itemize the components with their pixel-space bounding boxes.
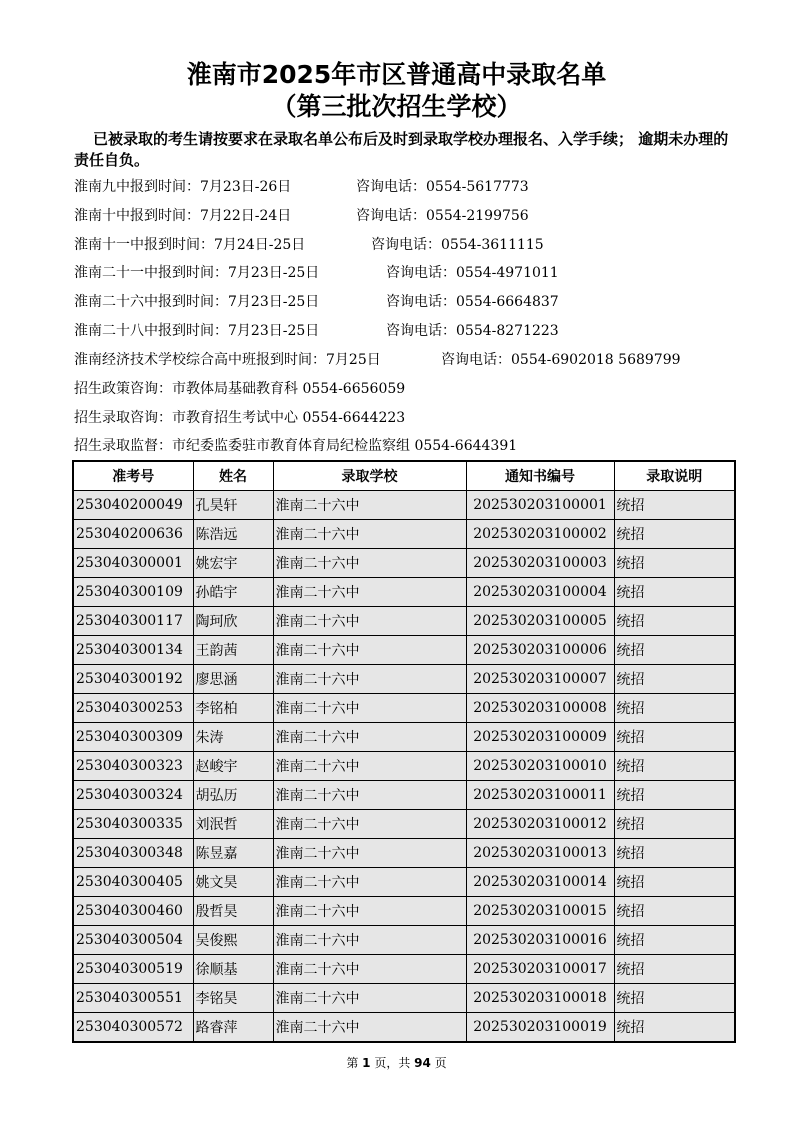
cell-student-name: 李铭柏: [193, 694, 273, 723]
cell-notice-number: 202530203100002: [466, 520, 614, 549]
cell-exam-number: 253040300001: [73, 549, 193, 578]
cell-exam-number: 253040300134: [73, 636, 193, 665]
cell-student-name: 胡弘历: [193, 781, 273, 810]
cell-admission-note: 统招: [614, 781, 735, 810]
footer-page-total: 94: [414, 1056, 431, 1070]
cell-admission-note: 统招: [614, 520, 735, 549]
cell-school: 淮南二十六中: [273, 636, 466, 665]
cell-student-name: 徐顺基: [193, 955, 273, 984]
cell-notice-number: 202530203100014: [466, 868, 614, 897]
cell-student-name: 陶珂欣: [193, 607, 273, 636]
supervision-contact: 招生录取监督：市纪委监委驻市教育体育局纪检监察组 0554-6644391: [74, 438, 518, 454]
table-row: [73, 665, 735, 694]
consult-phone: 咨询电话：0554-6902018 5689799: [441, 352, 681, 368]
cell-admission-note: 统招: [614, 665, 735, 694]
cell-student-name: 路睿萍: [193, 1013, 273, 1043]
table-row: [73, 868, 735, 897]
cell-notice-number: 202530203100006: [466, 636, 614, 665]
table-row: [73, 984, 735, 1013]
cell-student-name: 王韵茜: [193, 636, 273, 665]
cell-exam-number: 253040300504: [73, 926, 193, 955]
cell-admission-note: 统招: [614, 694, 735, 723]
cell-notice-number: 202530203100005: [466, 607, 614, 636]
table-row: [73, 636, 735, 665]
cell-school: 淮南二十六中: [273, 839, 466, 868]
report-time: 淮南九中报到时间：7月23日-26日: [74, 179, 292, 195]
cell-school: 淮南二十六中: [273, 810, 466, 839]
school-report-line: [74, 262, 559, 284]
cell-school: 淮南二十六中: [273, 926, 466, 955]
cell-student-name: 陈浩远: [193, 520, 273, 549]
consult-phone: 咨询电话：0554-3611115: [371, 237, 544, 253]
cell-school: 淮南二十六中: [273, 984, 466, 1013]
cell-school: 淮南二十六中: [273, 491, 466, 520]
col-header-school: 录取学校: [273, 461, 466, 491]
table-header-row: [73, 461, 735, 491]
school-report-line: [74, 234, 544, 256]
cell-notice-number: 202530203100012: [466, 810, 614, 839]
col-header-admission-note: 录取说明: [614, 461, 735, 491]
school-report-line: [74, 176, 529, 198]
table-row: [73, 723, 735, 752]
cell-admission-note: 统招: [614, 607, 735, 636]
cell-admission-note: 统招: [614, 926, 735, 955]
cell-admission-note: 统招: [614, 549, 735, 578]
cell-exam-number: 253040300405: [73, 868, 193, 897]
cell-student-name: 李铭昊: [193, 984, 273, 1013]
table-row: [73, 810, 735, 839]
cell-student-name: 姚宏宇: [193, 549, 273, 578]
cell-exam-number: 253040200636: [73, 520, 193, 549]
cell-exam-number: 253040300572: [73, 1013, 193, 1043]
school-report-line: [74, 291, 559, 313]
report-time: 淮南二十一中报到时间：7月23日-25日: [74, 265, 320, 281]
cell-exam-number: 253040300551: [73, 984, 193, 1013]
cell-admission-note: 统招: [614, 868, 735, 897]
school-report-line: [74, 320, 559, 342]
cell-admission-note: 统招: [614, 810, 735, 839]
cell-admission-note: 统招: [614, 578, 735, 607]
table-row: [73, 955, 735, 984]
document-title: 淮南市2025年市区普通高中录取名单: [186, 60, 607, 89]
table-row: [73, 752, 735, 781]
cell-student-name: 刘泯哲: [193, 810, 273, 839]
enrollment-notice: 已被录取的考生请按要求在录取名单公布后及时到录取学校办理报名、入学手续； 逾期未办理的责任自负。: [74, 130, 729, 169]
consult-phone: 咨询电话：0554-6664837: [386, 294, 559, 310]
col-header-name: 姓名: [193, 461, 273, 491]
cell-school: 淮南二十六中: [273, 868, 466, 897]
col-header-exam-number: 准考号: [73, 461, 193, 491]
cell-exam-number: 253040300324: [73, 781, 193, 810]
school-report-line: [74, 205, 529, 227]
footer-middle: 页，共: [370, 1056, 415, 1070]
report-time: 淮南经济技术学校综合高中班报到时间：7月25日: [74, 352, 381, 368]
cell-notice-number: 202530203100011: [466, 781, 614, 810]
cell-admission-note: 统招: [614, 491, 735, 520]
cell-notice-number: 202530203100017: [466, 955, 614, 984]
report-time: 淮南二十八中报到时间：7月23日-25日: [74, 323, 320, 339]
cell-school: 淮南二十六中: [273, 520, 466, 549]
cell-notice-number: 202530203100015: [466, 897, 614, 926]
cell-student-name: 陈昱嘉: [193, 839, 273, 868]
cell-exam-number: 253040300253: [73, 694, 193, 723]
cell-exam-number: 253040300348: [73, 839, 193, 868]
table-row: [73, 491, 735, 520]
cell-notice-number: 202530203100008: [466, 694, 614, 723]
cell-notice-number: 202530203100009: [466, 723, 614, 752]
admission-table: [72, 460, 736, 1043]
cell-notice-number: 202530203100003: [466, 549, 614, 578]
cell-school: 淮南二十六中: [273, 955, 466, 984]
cell-student-name: 孙皓宇: [193, 578, 273, 607]
cell-notice-number: 202530203100007: [466, 665, 614, 694]
cell-exam-number: 253040300109: [73, 578, 193, 607]
school-report-line: [74, 349, 681, 371]
cell-student-name: 姚文昊: [193, 868, 273, 897]
cell-exam-number: 253040300309: [73, 723, 193, 752]
document-subtitle: （第三批次招生学校）: [271, 92, 522, 121]
table-row: [73, 839, 735, 868]
cell-admission-note: 统招: [614, 984, 735, 1013]
cell-school: 淮南二十六中: [273, 694, 466, 723]
cell-school: 淮南二十六中: [273, 723, 466, 752]
cell-student-name: 赵峻宇: [193, 752, 273, 781]
table-row: [73, 926, 735, 955]
cell-school: 淮南二十六中: [273, 752, 466, 781]
cell-exam-number: 253040300519: [73, 955, 193, 984]
cell-notice-number: 202530203100010: [466, 752, 614, 781]
consult-phone: 咨询电话：0554-4971011: [386, 265, 559, 281]
cell-admission-note: 统招: [614, 1013, 735, 1043]
cell-student-name: 廖思涵: [193, 665, 273, 694]
cell-notice-number: 202530203100018: [466, 984, 614, 1013]
cell-admission-note: 统招: [614, 897, 735, 926]
cell-exam-number: 253040300460: [73, 897, 193, 926]
cell-school: 淮南二十六中: [273, 665, 466, 694]
cell-admission-note: 统招: [614, 752, 735, 781]
cell-admission-note: 统招: [614, 839, 735, 868]
cell-admission-note: 统招: [614, 636, 735, 665]
consult-phone: 咨询电话：0554-8271223: [386, 323, 559, 339]
report-time: 淮南十一中报到时间：7月24日-25日: [74, 237, 306, 253]
cell-exam-number: 253040300335: [73, 810, 193, 839]
cell-student-name: 孔昊轩: [193, 491, 273, 520]
cell-student-name: 殷哲昊: [193, 897, 273, 926]
cell-student-name: 吴俊熙: [193, 926, 273, 955]
cell-exam-number: 253040300117: [73, 607, 193, 636]
cell-notice-number: 202530203100019: [466, 1013, 614, 1043]
col-header-notice-number: 通知书编号: [466, 461, 614, 491]
table-row: [73, 607, 735, 636]
cell-school: 淮南二十六中: [273, 578, 466, 607]
cell-school: 淮南二十六中: [273, 607, 466, 636]
table-row: [73, 520, 735, 549]
cell-notice-number: 202530203100001: [466, 491, 614, 520]
cell-exam-number: 253040200049: [73, 491, 193, 520]
report-time: 淮南二十六中报到时间：7月23日-25日: [74, 294, 320, 310]
cell-notice-number: 202530203100013: [466, 839, 614, 868]
cell-admission-note: 统招: [614, 723, 735, 752]
footer-prefix: 第: [346, 1056, 363, 1070]
table-row: [73, 1013, 735, 1043]
footer-suffix: 页: [430, 1056, 447, 1070]
cell-school: 淮南二十六中: [273, 1013, 466, 1043]
cell-school: 淮南二十六中: [273, 781, 466, 810]
admission-contact: 招生录取咨询：市教育招生考试中心 0554-6644223: [74, 410, 406, 426]
cell-exam-number: 253040300323: [73, 752, 193, 781]
table-row: [73, 897, 735, 926]
consult-phone: 咨询电话：0554-2199756: [356, 208, 529, 224]
table-row: [73, 781, 735, 810]
report-time: 淮南十中报到时间：7月22日-24日: [74, 208, 292, 224]
footer-page-number: 1: [362, 1056, 371, 1070]
cell-school: 淮南二十六中: [273, 549, 466, 578]
page-footer: [0, 1054, 793, 1071]
cell-admission-note: 统招: [614, 955, 735, 984]
cell-exam-number: 253040300192: [73, 665, 193, 694]
table-row: [73, 694, 735, 723]
cell-notice-number: 202530203100016: [466, 926, 614, 955]
table-row: [73, 549, 735, 578]
cell-notice-number: 202530203100004: [466, 578, 614, 607]
cell-student-name: 朱涛: [193, 723, 273, 752]
cell-school: 淮南二十六中: [273, 897, 466, 926]
table-row: [73, 578, 735, 607]
policy-contact: 招生政策咨询：市教体局基础教育科 0554-6656059: [74, 381, 406, 397]
consult-phone: 咨询电话：0554-5617773: [356, 179, 529, 195]
